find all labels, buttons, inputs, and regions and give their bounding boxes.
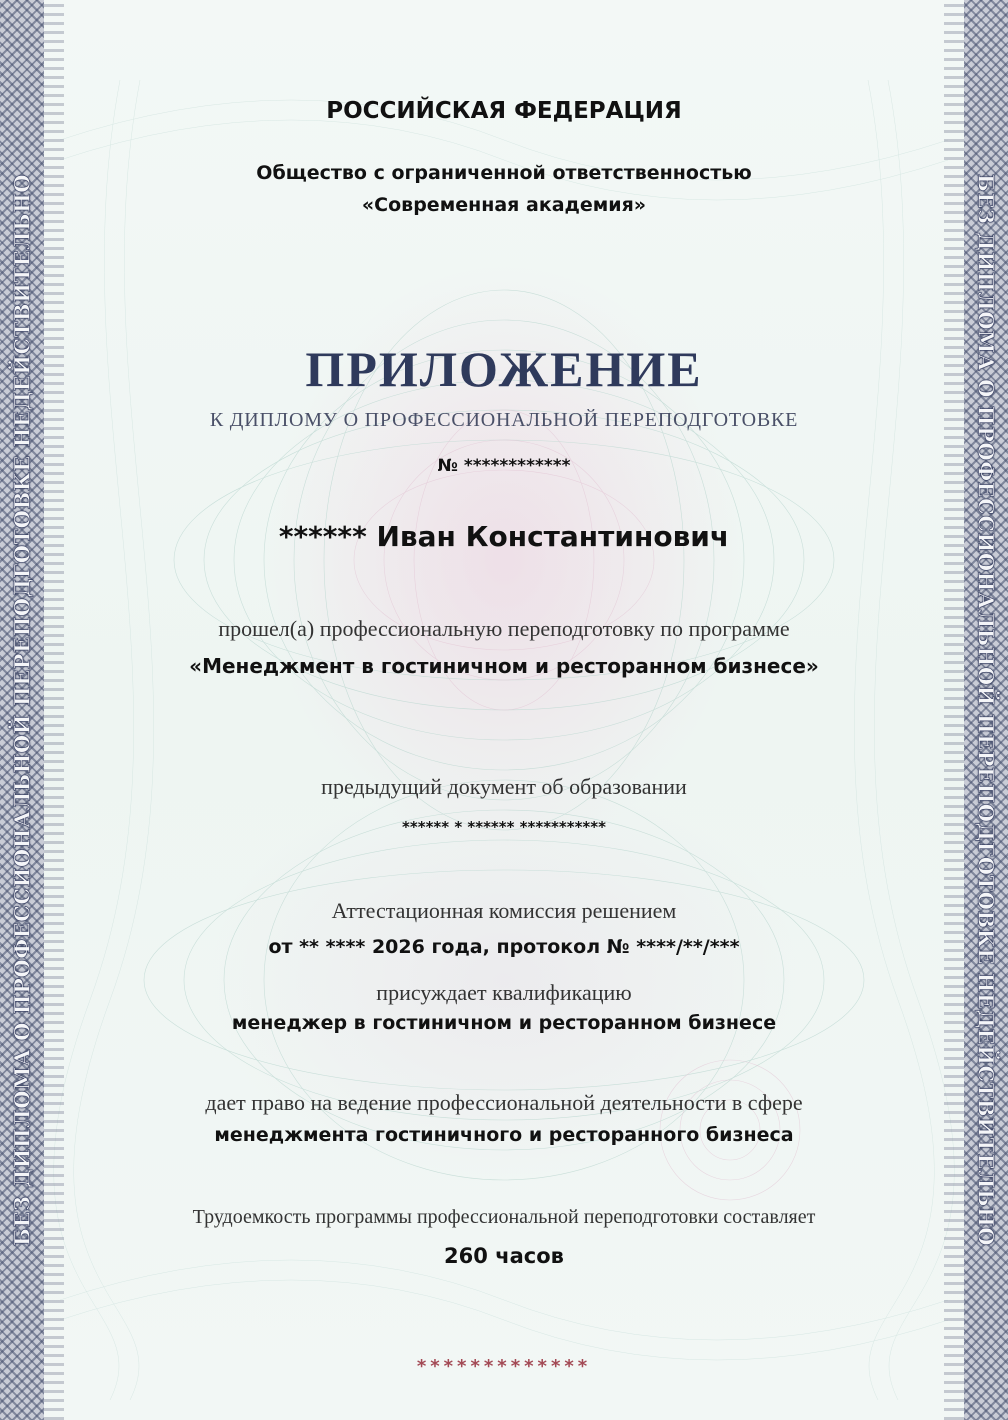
- labor-intensity-hours: 260 часов: [444, 1244, 564, 1268]
- holder-full-name: ****** Иван Константинович: [278, 520, 730, 553]
- program-intro-text: прошел(а) профессиональную переподготовку по программе: [218, 616, 790, 641]
- program-name: «Менеджмент в гостиничном и ресторанном бизнесе»: [189, 654, 819, 678]
- qualification-label: присуждает квалификацию: [376, 980, 632, 1005]
- labor-intensity-label: Трудоемкость программы профессиональной переподготовки составляет: [192, 1206, 816, 1228]
- rights-label: дает право на ведение профессиональной деятельности в сфере: [205, 1090, 803, 1115]
- qualification-value: менеджер в гостиничном и ресторанном бизнесе: [231, 1012, 777, 1034]
- commission-protocol: от ** **** 2026 года, протокол № ****/**/***: [268, 936, 740, 958]
- previous-document-value: ****** * ****** ***********: [402, 818, 606, 836]
- organization-type: Общество с ограниченной ответственностью: [256, 162, 752, 184]
- commission-label: Аттестационная комиссия решением: [331, 898, 677, 923]
- previous-document-label: предыдущий документ об образовании: [321, 774, 687, 799]
- organization-name: «Современная академия»: [361, 194, 647, 216]
- document-number: № ************: [437, 456, 571, 476]
- rights-field: менеджмента гостиничного и ресторанного бизнеса: [214, 1124, 794, 1146]
- left-vertical-warning-text: БЕЗ ДИПЛОМА О ПРОФЕССИОНАЛЬНОЙ ПЕРЕПОДГОТОВКЕ НЕДЕЙСТВИТЕЛЬНО: [9, 173, 35, 1247]
- footer-serial-stars: *************: [416, 1356, 592, 1377]
- document-title: ПРИЛОЖЕНИЕ: [305, 341, 703, 397]
- document-subtitle: К ДИПЛОМУ О ПРОФЕССИОНАЛЬНОЙ ПЕРЕПОДГОТОВКЕ: [209, 409, 799, 431]
- right-vertical-warning-text: БЕЗ ДИПЛОМА О ПРОФЕССИОНАЛЬНОЙ ПЕРЕПОДГОТОВКЕ НЕДЕЙСТВИТЕЛЬНО: [973, 173, 999, 1247]
- country-heading: РОССИЙСКАЯ ФЕДЕРАЦИЯ: [326, 98, 682, 124]
